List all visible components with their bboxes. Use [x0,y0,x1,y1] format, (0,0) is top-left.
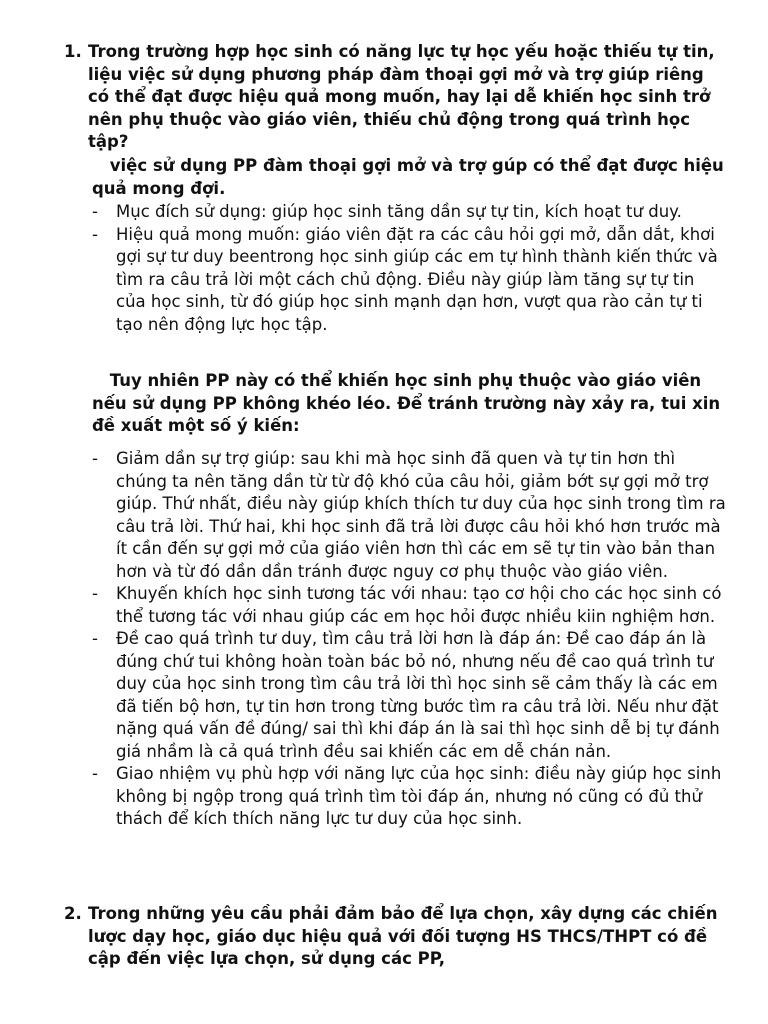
list-item [88,763,728,831]
question-2-number: 2. [64,904,82,923]
question-2-text: Trong những yêu cầu phải đảm bảo để lựa chọn, xây dựng các chiến lược dạy học, giáo dục hiệu quả với đối tượng HS THCS/THPT có đề cập đến việc lựa chọn, sử dụng các PP, [88,904,718,968]
list-dash: - [92,764,98,783]
list-dash: - [92,224,98,244]
answer-2 [92,370,732,438]
list-dash: - [92,449,98,468]
question-1-number: 1. [64,42,82,61]
list-item [88,224,728,337]
question-2 [60,903,730,971]
answer-2-list [88,448,728,831]
list-item-text: Hiệu quả mong muốn: giáo viên đặt ra các câu hỏi gợi mở, dẫn dắt, khơi gợi sự tư duy beentrong học sinh giúp các em tự hình thành kiến thức và tìm ra câu trả lời một cách chủ động. Điều này giúp làm tăng sự tự tin của học sinh, từ đó giúp học sinh mạnh dạn hơn, vượt qua rào cản tự ti tạo nên động lực học tập. [116,224,718,334]
list-item-text: Mục đích sử dụng: giúp học sinh tăng dần sự tự tin, kích hoạt tư duy. [116,202,682,221]
list-item [88,583,728,628]
list-item-text: Khuyến khích học sinh tương tác với nhau: tạo cơ hội cho các học sinh có thể tương tác với nhau giúp các em học hỏi được nhiều kiin nghiệm hơn. [116,584,722,626]
answer-1-text: việc sử dụng PP đàm thoại gợi mở và trợ gúp có thể đạt được hiệu quả mong đợi. [92,156,724,198]
list-item [88,201,728,224]
question-1 [60,41,730,154]
list-item-text: Giảm dần sự trợ giúp: sau khi mà học sinh đã quen và tự tin hơn thì chúng ta nên tăng dần từ từ độ khó của câu hỏi, giảm bớt sự gợi mở trợ giúp. Thứ nhất, điều này giúp khích thích tư duy của học sinh trong tìm ra câu trả lời. Thứ hai, khi học sinh đã trả lời được câu hỏi khó hơn trước mà ít cần đến sự gợi mở của giáo viên hơn thì các em sẽ tự tin vào bản than hơn và từ đó dần dần tránh được nguy cơ phụ thuộc vào giáo viên. [116,449,726,581]
question-1-text: Trong trường hợp học sinh có năng lực tự học yếu hoặc thiếu tự tin, liệu việc sử dụng phương pháp đàm thoại gợi mở và trợ giúp riêng có thể đạt được hiệu quả mong muốn, hay lại dễ khiến học sinh trở nên phụ thuộc vào giáo viên, thiếu chủ động trong quá trình học tập? [88,42,715,151]
list-item [88,628,728,763]
list-item-text: Giao nhiệm vụ phù hợp với năng lực của học sinh: điều này giúp học sinh không bị ngộp trong quá trình tìm tòi đáp án, nhưng nó cũng có đủ thử thách để kích thích năng lực tư duy của học sinh. [116,764,722,828]
list-item-text: Đề cao quá trình tư duy, tìm câu trả lời hơn là đáp án: Đề cao đáp án là đúng chứ tui không hoàn toàn bác bỏ nó, nhưng nếu đề cao quá trình tư duy của học sinh trong tìm câu trả lời thì học sinh sẽ cảm thấy là các em đã tiến bộ hơn, tự tin hơn trong từng bước tìm ra câu trả lời. Nếu như đặt nặng quá vấn đề đúng/ sai thì khi đáp án là sai thì học sinh dễ bị tự đánh giá nhầm là cả quá trình đều sai khiến các em dễ chán nản. [116,629,720,761]
list-dash: - [92,202,98,221]
answer-2-text: Tuy nhiên PP này có thể khiến học sinh phụ thuộc vào giáo viên nếu sử dụng PP không khéo léo. Để tránh trường này xảy ra, tui xin đề xuất một số ý kiến: [92,371,721,435]
answer-1-list [88,201,728,336]
answer-1 [92,155,732,200]
list-dash: - [92,629,98,648]
list-item [88,448,728,583]
list-dash: - [92,584,98,603]
